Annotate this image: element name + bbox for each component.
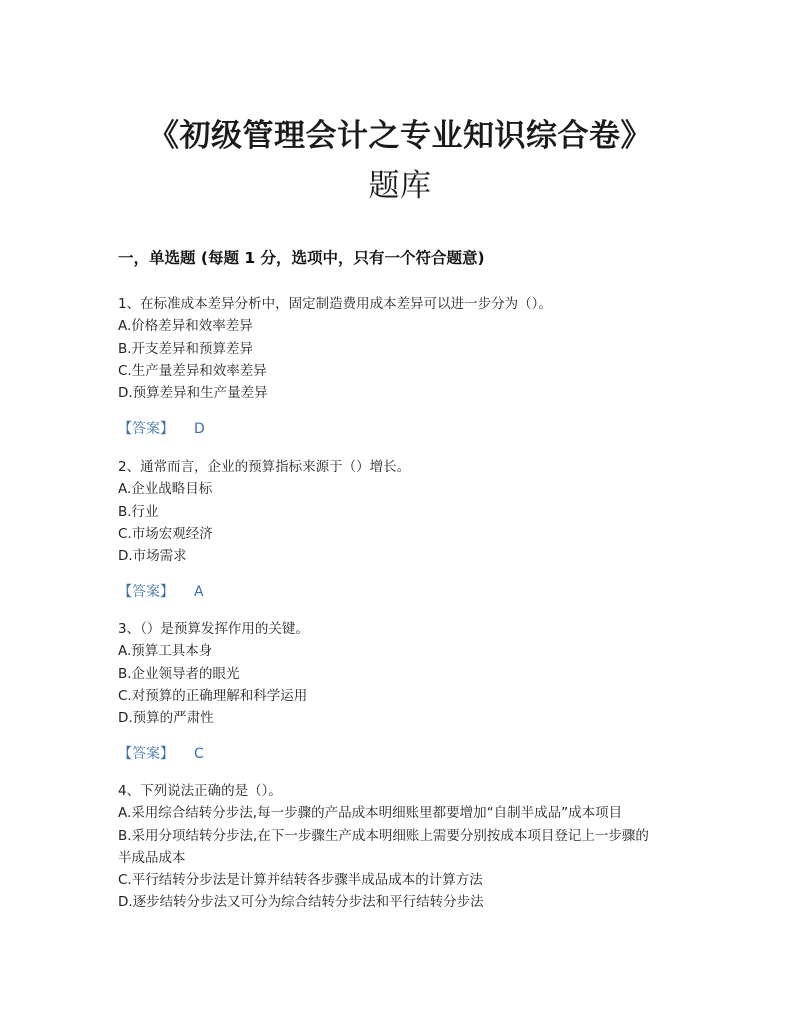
answer-label: 【答案】	[118, 746, 174, 763]
option-b: B.企业领导者的眼光	[118, 665, 240, 682]
option-b: B.行业	[118, 503, 159, 520]
option-d: D.逐步结转分步法又可分为综合结转分步法和平行结转分步法	[118, 894, 484, 911]
option-d: D.市场需求	[118, 548, 187, 565]
section-heading: 一，单选题 (每题 1 分，选项中，只有一个符合题意)	[118, 249, 485, 267]
option-c: C.生产量差异和效率差异	[118, 362, 267, 379]
option-c: C.平行结转分步法是计算并结转各步骤半成品成本的计算方法	[118, 872, 483, 889]
answer-value: D	[194, 421, 205, 438]
option-d: D.预算差异和生产量差异	[118, 385, 268, 402]
option-b: B.开支差异和预算差异	[118, 340, 254, 357]
answer-row	[118, 581, 718, 603]
document-title: 《初级管理会计之专业知识综合卷》	[148, 118, 652, 154]
option-a: A.价格差异和效率差异	[118, 318, 253, 335]
option-b: B.采用分项结转分步法,在下一步骤生产成本明细账上需要分别按成本项目登记上一步骤的	[118, 827, 649, 844]
answer-value: C	[194, 746, 204, 763]
question-stem: 2、通常而言，企业的预算指标来源于（）增长。	[118, 459, 411, 475]
question-2	[118, 456, 718, 603]
option-d: D.预算的严肃性	[118, 710, 214, 727]
option-b-continued: 半成品成本	[118, 849, 186, 866]
answer-label: 【答案】	[118, 421, 174, 438]
question-stem: 4、下列说法正确的是（）。	[118, 783, 282, 799]
document-subtitle: 题库	[368, 168, 432, 204]
question-stem: 3、（）是预算发挥作用的关键。	[118, 621, 309, 637]
option-a: A.采用综合结转分步法,每一步骤的产品成本明细账里都要增加“自制半成品”成本项目	[118, 805, 623, 822]
question-4	[118, 780, 718, 914]
answer-value: A	[194, 584, 204, 601]
question-stem: 1、在标准成本差异分析中，固定制造费用成本差异可以进一步分为（）。	[118, 296, 552, 312]
option-c: C.市场宏观经济	[118, 525, 213, 542]
question-3	[118, 618, 718, 765]
option-a: A.预算工具本身	[118, 643, 213, 660]
answer-row	[118, 743, 718, 765]
answer-row	[118, 418, 718, 440]
answer-label: 【答案】	[118, 584, 174, 601]
option-c: C.对预算的正确理解和科学运用	[118, 687, 308, 704]
option-a: A.企业战略目标	[118, 481, 213, 498]
question-1	[118, 293, 718, 440]
